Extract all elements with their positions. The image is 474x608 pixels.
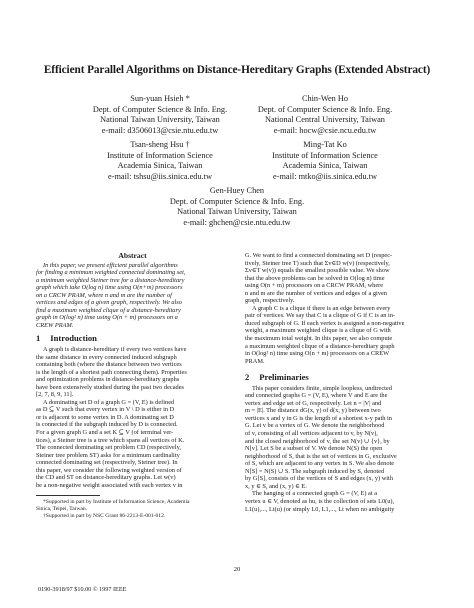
text-line: A graph C is a clique if there is an edge between every xyxy=(252,304,391,312)
author-name: Tsan-sheng Hsu † xyxy=(130,140,190,149)
text-line: tices), a Steiner tree is a tree which spans all vertices of K. xyxy=(36,436,185,444)
section-number: 1 xyxy=(36,333,41,344)
author-block-ho xyxy=(240,94,410,136)
text-line: A graph is distance-hereditary if every two vertices have xyxy=(43,346,187,354)
abstract-body xyxy=(36,262,229,330)
text-line: this paper, we consider the following weighted version of xyxy=(36,466,182,474)
abstract-line: In this paper, we present efficient parallel algorithms xyxy=(43,261,178,269)
text-line: PRAM. xyxy=(245,357,265,365)
footnote: †Supported in part by NSC Grant 86-2213-E-001-012. xyxy=(43,512,166,519)
text-line: the CD and ST on distance-hereditary graphs. Let w(v) xyxy=(36,474,176,482)
abstract-line: a minimum weighted Steiner tree for a distance-hereditary xyxy=(36,276,185,284)
section-title: Preliminaries xyxy=(259,372,309,383)
text-line: tively, Steiner tree T) such that Σv∈D w(v) (respectively, xyxy=(245,259,390,267)
author-affiliation: National Taiwan University, Taiwan xyxy=(100,115,220,125)
author-block-hsieh xyxy=(75,94,245,136)
text-line: as D ⊆ V such that every vertex in V \ D is either in D xyxy=(36,406,175,414)
text-line: the maximum total weight. In this paper, we also compute xyxy=(245,335,393,343)
text-line: L1(u),..., Lt(u) (or simply L0, L1,..., Lt when no ambiguity xyxy=(245,505,395,513)
copyright-notice: 0190-3918/97 $10.00 © 1997 IEEE xyxy=(38,586,127,593)
text-line: connected dominating set (respectively, Steiner tree). In xyxy=(36,459,178,467)
text-line: m = |E|. The distance dG(x, y) of d(x, y) between two xyxy=(245,407,381,415)
text-line: x, y ∈ S, and (x, y) ∈ E. xyxy=(245,482,307,490)
author-email: e-mail: hocw@csie.ncu.edu.tw xyxy=(273,125,377,135)
author-affiliation: Dept. of Computer Science & Info. Eng. xyxy=(169,196,305,206)
text-line: of S, which are adjacent to any vertex in S. We also denote xyxy=(245,460,395,468)
body-paragraph xyxy=(245,385,438,491)
text-line: For a given graph G and a set K ⊆ V (of terminal ver- xyxy=(36,429,174,437)
text-line: vertex and edge set of G, respectively. Let n = |V| and xyxy=(245,399,382,407)
text-line: in O(log² n) time using O(n + m) processors on a CREW xyxy=(245,350,390,358)
author-block-chen xyxy=(152,186,322,228)
text-line: containing both (where the distance between two vertices xyxy=(36,361,182,369)
text-line: graph, respectively. xyxy=(245,297,295,305)
text-line: N[S] = N(S) ∪ S. The subgraph induced by S, denoted xyxy=(245,467,385,475)
text-line: by G[S], consists of the vertices of S and edges (x, y) with xyxy=(245,475,393,483)
footnote-rule xyxy=(36,495,100,496)
abstract-line: graph which take O(log n) time using O(n+m) processors xyxy=(36,284,183,292)
author-block-ko xyxy=(240,140,410,182)
abstract-line: CREW PRAM. xyxy=(36,321,74,329)
text-line: A dominating set D of a graph G = (V, E) is defined xyxy=(43,398,175,406)
text-line: vertices x and y in G is the length of a shortest x-y path in xyxy=(245,414,392,422)
author-block-hsu xyxy=(75,140,245,182)
text-line: Σv∈T w(v)) equals the smallest possible value. We show xyxy=(245,267,390,275)
text-line: vertex u ∈ V, denoted as hu, is the collection of sets L0(u), xyxy=(245,497,395,505)
text-line: have been extensively studied during the past two decades xyxy=(36,383,184,391)
text-line: This paper considers finite, simple loopless, undirected xyxy=(252,384,392,392)
text-line: and the closed neighborhood of v, the set N(v) ∪ {v}, by xyxy=(245,437,390,445)
author-affiliation: National Central University, Taiwan xyxy=(265,115,385,125)
left-column xyxy=(36,252,229,519)
text-line: is the length of a shortest path connecting them). Properties xyxy=(36,368,187,376)
text-line: G. Let v be a vertex of G. We denote the neighborhood xyxy=(245,422,385,430)
abstract-line: find a maximum weighted clique of a distance-hereditary xyxy=(36,306,181,314)
author-email: e-mail: d3506013@csie.ntu.edu.tw xyxy=(101,125,219,135)
body-paragraph xyxy=(245,490,438,513)
text-line: a maximum weighted clique of a distance-hereditary graph xyxy=(245,342,395,350)
text-line: and optimization problems in distance-hereditary graphs xyxy=(36,376,180,384)
author-email: e-mail: tshsu@iis.sinica.edu.tw xyxy=(108,171,212,181)
section-number: 2 xyxy=(245,372,250,383)
text-line: using O(n + m) processors on a CRCW PRAM, where xyxy=(245,282,384,290)
text-line: that the above problems can be solved in O(log n) time xyxy=(245,274,385,282)
abstract-line: on a CRCW PRAM, where n and m are the number of xyxy=(36,291,172,299)
text-line: of v, consisting of all vertices adjacent to v, by N(v), xyxy=(245,430,378,438)
footnotes xyxy=(36,499,229,519)
text-line: The connected dominating set problem CD (respectively, xyxy=(36,444,181,452)
right-column xyxy=(245,252,438,513)
text-line: N[v]. Let S be a subset of V. We denote N(S) the open xyxy=(245,445,383,453)
text-line: is connected if the subgraph induced by D is connected. xyxy=(36,421,178,429)
text-line: n and m are the number of vertices and edges of a given xyxy=(245,289,387,297)
abstract-heading: Abstract xyxy=(118,251,147,260)
text-line: [2, 7, 8, 9, 11]. xyxy=(36,391,74,399)
author-name: Chin-Wen Ho xyxy=(301,94,349,103)
author-email: e-mail: mtko@iis.sinica.edu.tw xyxy=(273,171,377,181)
author-affiliation: Dept. of Computer Science & Info. Eng. xyxy=(257,104,393,114)
text-line: pair of vertices. We say that C is a clique of G if C is an in- xyxy=(245,312,395,320)
author-affiliation: Dept. of Computer Science & Info. Eng. xyxy=(92,104,228,114)
text-line: G. We want to find a connected dominating set D (respec- xyxy=(245,252,393,259)
author-affiliation: Institute of Information Science xyxy=(272,150,378,160)
section-heading-introduction xyxy=(36,335,229,343)
body-paragraph xyxy=(245,305,438,365)
text-line: neighborhood of S, that is the set of vertices in G, exclusive xyxy=(245,452,397,460)
author-affiliation: Academia Sinica, Taiwan xyxy=(282,161,368,171)
author-email: e-mail: ghchen@csie.ntu.edu.tw xyxy=(183,217,291,227)
text-line: and connected graphs G = (V, E), where V and E are the xyxy=(245,392,388,400)
section-title: Introduction xyxy=(50,333,97,344)
footnote: *Supported in part by Institute of Information Science, Academia xyxy=(43,499,190,506)
author-affiliation: Institute of Information Science xyxy=(107,150,213,160)
text-line: duced subgraph of G. If each vertex is assigned a non-negative xyxy=(245,319,405,327)
author-affiliation: National Taiwan University, Taiwan xyxy=(177,207,297,217)
abstract-line: graph in O(log² n) time using O(n + m) processors on a xyxy=(36,314,178,322)
page-number: 20 xyxy=(233,566,241,573)
section-heading-preliminaries xyxy=(245,374,438,382)
text-line: weight, a maximum weighted clique is a clique of G with xyxy=(245,327,391,335)
text-line: Steiner tree problem ST) asks for a minimum cardinality xyxy=(36,451,180,459)
intro-paragraph xyxy=(36,346,229,399)
body-paragraph xyxy=(245,252,438,305)
author-affiliation: Academia Sinica, Taiwan xyxy=(117,161,203,171)
text-line: the same distance in every connected induced subgraph xyxy=(36,353,177,361)
abstract-line: for finding a minimum weighted connected dominating set, xyxy=(36,269,186,277)
author-name: Gen-Huey Chen xyxy=(209,186,265,195)
paper-title: Efficient Parallel Algorithms on Distance-Hereditary Graphs (Extended Abstract) xyxy=(43,64,431,76)
footnote: Sinica, Teipei, Taiwan. xyxy=(36,506,88,512)
text-line: or is adjacent to some vertex in D. A dominating set D xyxy=(36,413,174,421)
author-name: Sun-yuan Hsieh * xyxy=(130,94,190,103)
text-line: The hanging of a connected graph G = (V, E) at a xyxy=(252,490,378,498)
text-line: be a non-negative weight associated with each vertex v in xyxy=(36,481,183,489)
intro-paragraph xyxy=(36,399,229,490)
abstract-line: vertices and edges of a given graph, respectively. We also xyxy=(36,299,182,307)
author-name: Ming-Tat Ko xyxy=(303,140,347,149)
